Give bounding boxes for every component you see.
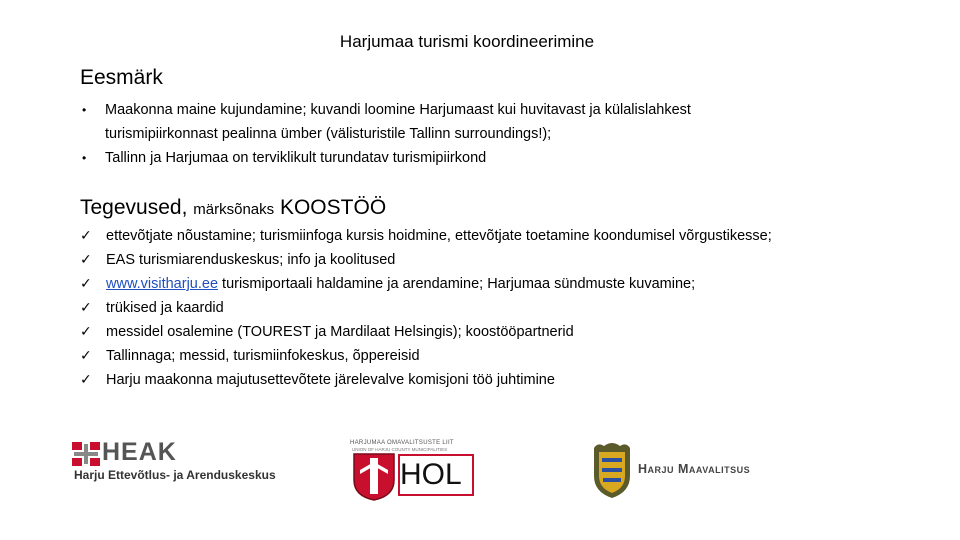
activities-heading	[80, 196, 386, 220]
heak-wordmark: HEAK	[102, 438, 177, 466]
activity-item	[80, 368, 810, 392]
harju-maavalitsus-text: Harju Maavalitsus	[638, 462, 751, 476]
hol-top-text: HARJUMAA OMAVALITSUSTE LIIT	[350, 440, 454, 446]
activities-list	[80, 224, 810, 392]
activity-text: turismiportaali haldamine ja arendamine; Harjumaa sündmuste kuvamine;	[218, 276, 696, 292]
hol-logo	[350, 440, 476, 504]
activity-text: Tallinnaga; messid, turismiinfokeskus, õppereisid	[106, 348, 420, 364]
checkmark-icon: ✓	[80, 228, 92, 244]
activity-text: messidel osalemine (TOUREST ja Mardilaat Helsingis); koostööpartnerid	[106, 324, 574, 340]
hol-top-text-english: UNION OF HARJU COUNTY MUNICIPALITIES	[352, 447, 448, 452]
activity-item	[80, 224, 810, 248]
goal-bullet-list	[80, 98, 800, 170]
activity-text: EAS turismiarenduskeskus; info ja koolitused	[106, 252, 396, 268]
checkmark-icon: ✓	[80, 276, 92, 292]
activities-heading-small: märksõnaks	[193, 201, 275, 218]
goal-heading: Eesmärk	[80, 66, 163, 89]
activity-item	[80, 320, 810, 344]
heak-logo	[72, 438, 276, 486]
heak-cross-icon	[72, 442, 100, 466]
hol-wordmark: HOL	[400, 458, 462, 491]
activity-item	[80, 272, 810, 296]
activity-text: ettevõtjate nõustamine; turismiinfoga kursis hoidmine, ettevõtjate toetamine koondumisel võrgustikesse;	[106, 228, 772, 244]
coat-of-arms-icon	[590, 442, 634, 500]
visitharju-link[interactable]: www.visitharju.ee	[106, 276, 219, 292]
goal-bullet: • Maakonna maine kujundamine; kuvandi loomine Harjumaast kui huvitavast ja külalislahkest turismipiirkonnast pealinna ümber (välisturistile Tallinn surroundings!);	[80, 98, 800, 146]
activity-text: Harju maakonna majutusettevõtete järelevalve komisjoni töö juhtimine	[106, 372, 555, 388]
goal-bullet: • Tallinn ja Harjumaa on terviklikult turundatav turismipiirkond	[80, 146, 800, 170]
checkmark-icon: ✓	[80, 348, 92, 364]
heak-subtitle: Harju Ettevõtlus- ja Arenduskeskus	[74, 468, 276, 482]
slide-title: Harjumaa turismi koordineerimine	[339, 32, 595, 51]
activity-text: trükised ja kaardid	[106, 300, 224, 316]
activity-item	[80, 344, 810, 368]
activity-item	[80, 248, 810, 272]
harju-maavalitsus-logo	[590, 442, 810, 502]
checkmark-icon: ✓	[80, 372, 92, 388]
hol-shield-icon	[352, 452, 396, 502]
activity-item	[80, 296, 810, 320]
activities-heading-main: Tegevused,	[80, 196, 188, 219]
activities-heading-keyword: KOOSTÖÖ	[279, 196, 387, 219]
checkmark-icon: ✓	[80, 300, 92, 316]
checkmark-icon: ✓	[80, 324, 92, 340]
checkmark-icon: ✓	[80, 252, 92, 268]
